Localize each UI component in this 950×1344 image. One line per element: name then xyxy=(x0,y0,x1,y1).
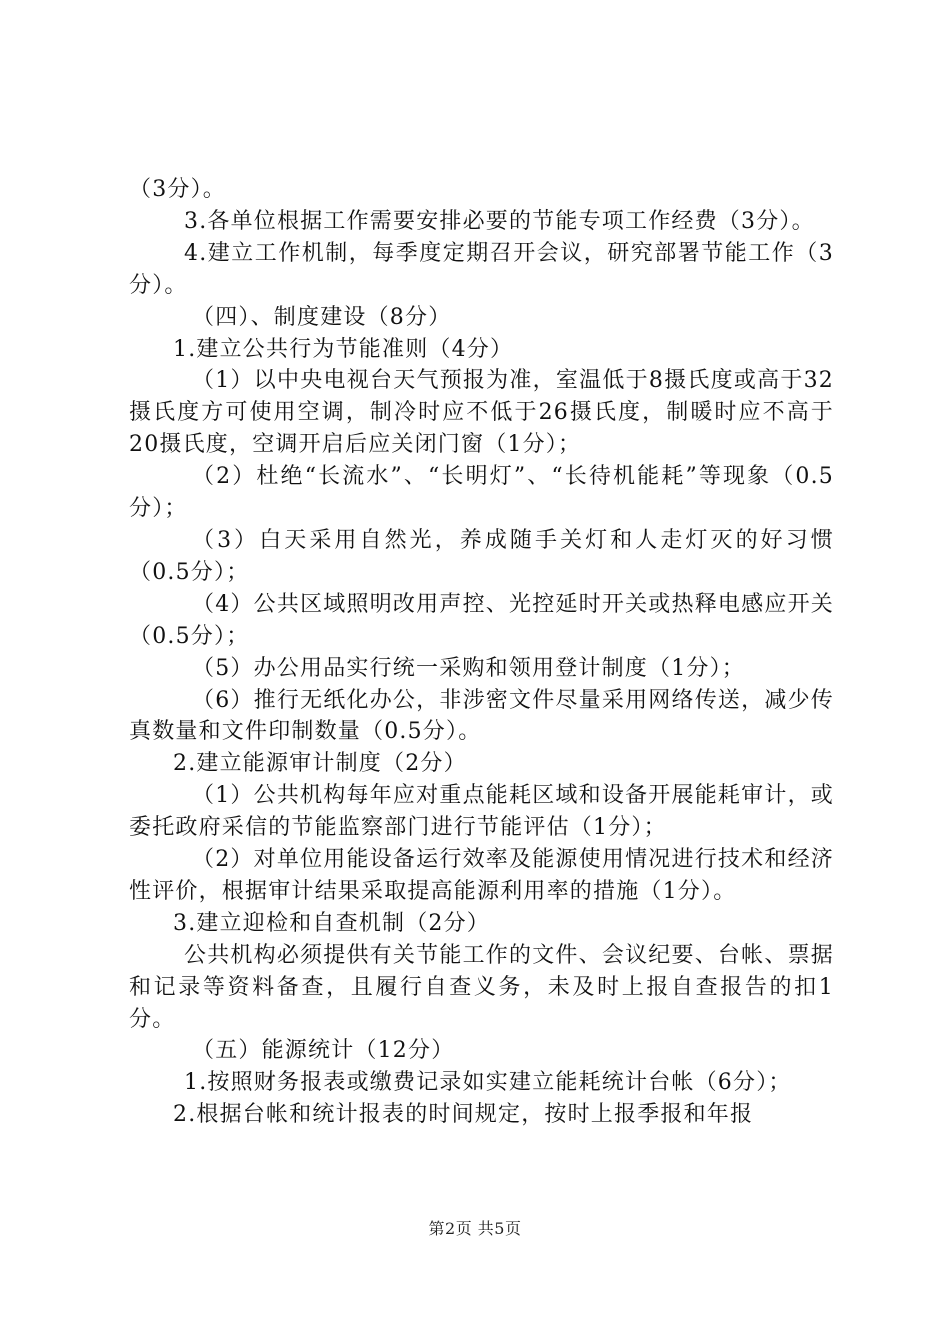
paragraph-p9: （4）公共区域照明改用声控、光控延时开关或热释电感应开关（0.5分）； xyxy=(129,591,834,649)
subsection-heading-4-3: 3.建立迎检和自查机制（2分） xyxy=(173,910,490,936)
paragraph-p11: （6）推行无纸化办公，非涉密文件尽量采用网络传送，减少传真数量和文件印制数量（0.5分）。 xyxy=(129,687,834,745)
section-heading-4: （四）、制度建设（8分） xyxy=(192,304,452,330)
paragraph-p3: 4.建立工作机制，每季度定期召开会议，研究部署节能工作（3分）。 xyxy=(129,240,834,298)
section-heading-5: （五）能源统计（12分） xyxy=(192,1038,455,1064)
subsection-heading-4-1: 1.建立公共行为节能准则（4分） xyxy=(173,336,514,362)
paragraph-p18: 1.按照财务报表或缴费记录如实建立能耗统计台帐（6分）； xyxy=(184,1070,792,1096)
document-body xyxy=(129,174,834,1131)
page-number-label: 第2页 共5页 xyxy=(428,1219,522,1238)
page-footer xyxy=(0,1216,950,1239)
paragraph-p16: 公共机构必须提供有关节能工作的文件、会议纪要、台帐、票据和记录等资料备查，且履行自查义务，未及时上报自查报告的扣1分。 xyxy=(129,942,834,1032)
paragraph-p7: （2）杜绝“长流水”、“长明灯”、“长待机能耗”等现象（0.5分）； xyxy=(129,464,834,522)
paragraph-p10: （5）办公用品实行统一采购和领用登计制度（1分）； xyxy=(192,655,745,681)
paragraph-p19: 2.根据台帐和统计报表的时间规定，按时上报季报和年报 xyxy=(173,1102,754,1128)
paragraph-p1: （3分）。 xyxy=(129,177,226,202)
paragraph-p13: （1）公共机构每年应对重点能耗区域和设备开展能耗审计，或委托政府采信的节能监察部门进行节能评估（1分）； xyxy=(129,783,834,841)
subsection-heading-4-2: 2.建立能源审计制度（2分） xyxy=(173,751,467,777)
paragraph-p6: （1）以中央电视台天气预报为准，室温低于8摄氏度或高于32摄氏度方可使用空调，制冷时应不低于26摄氏度，制暖时应不高于20摄氏度，空调开启后应关闭门窗（1分）； xyxy=(129,368,834,458)
paragraph-p8: （3）白天采用自然光，养成随手关灯和人走灯灭的好习惯（0.5分）； xyxy=(129,527,834,585)
paragraph-p14: （2）对单位用能设备运行效率及能源使用情况进行技术和经济性评价，根据审计结果采取提高能源利用率的措施（1分）。 xyxy=(129,847,834,904)
paragraph-p2: 3.各单位根据工作需要安排必要的节能专项工作经费（3分）。 xyxy=(184,208,815,234)
